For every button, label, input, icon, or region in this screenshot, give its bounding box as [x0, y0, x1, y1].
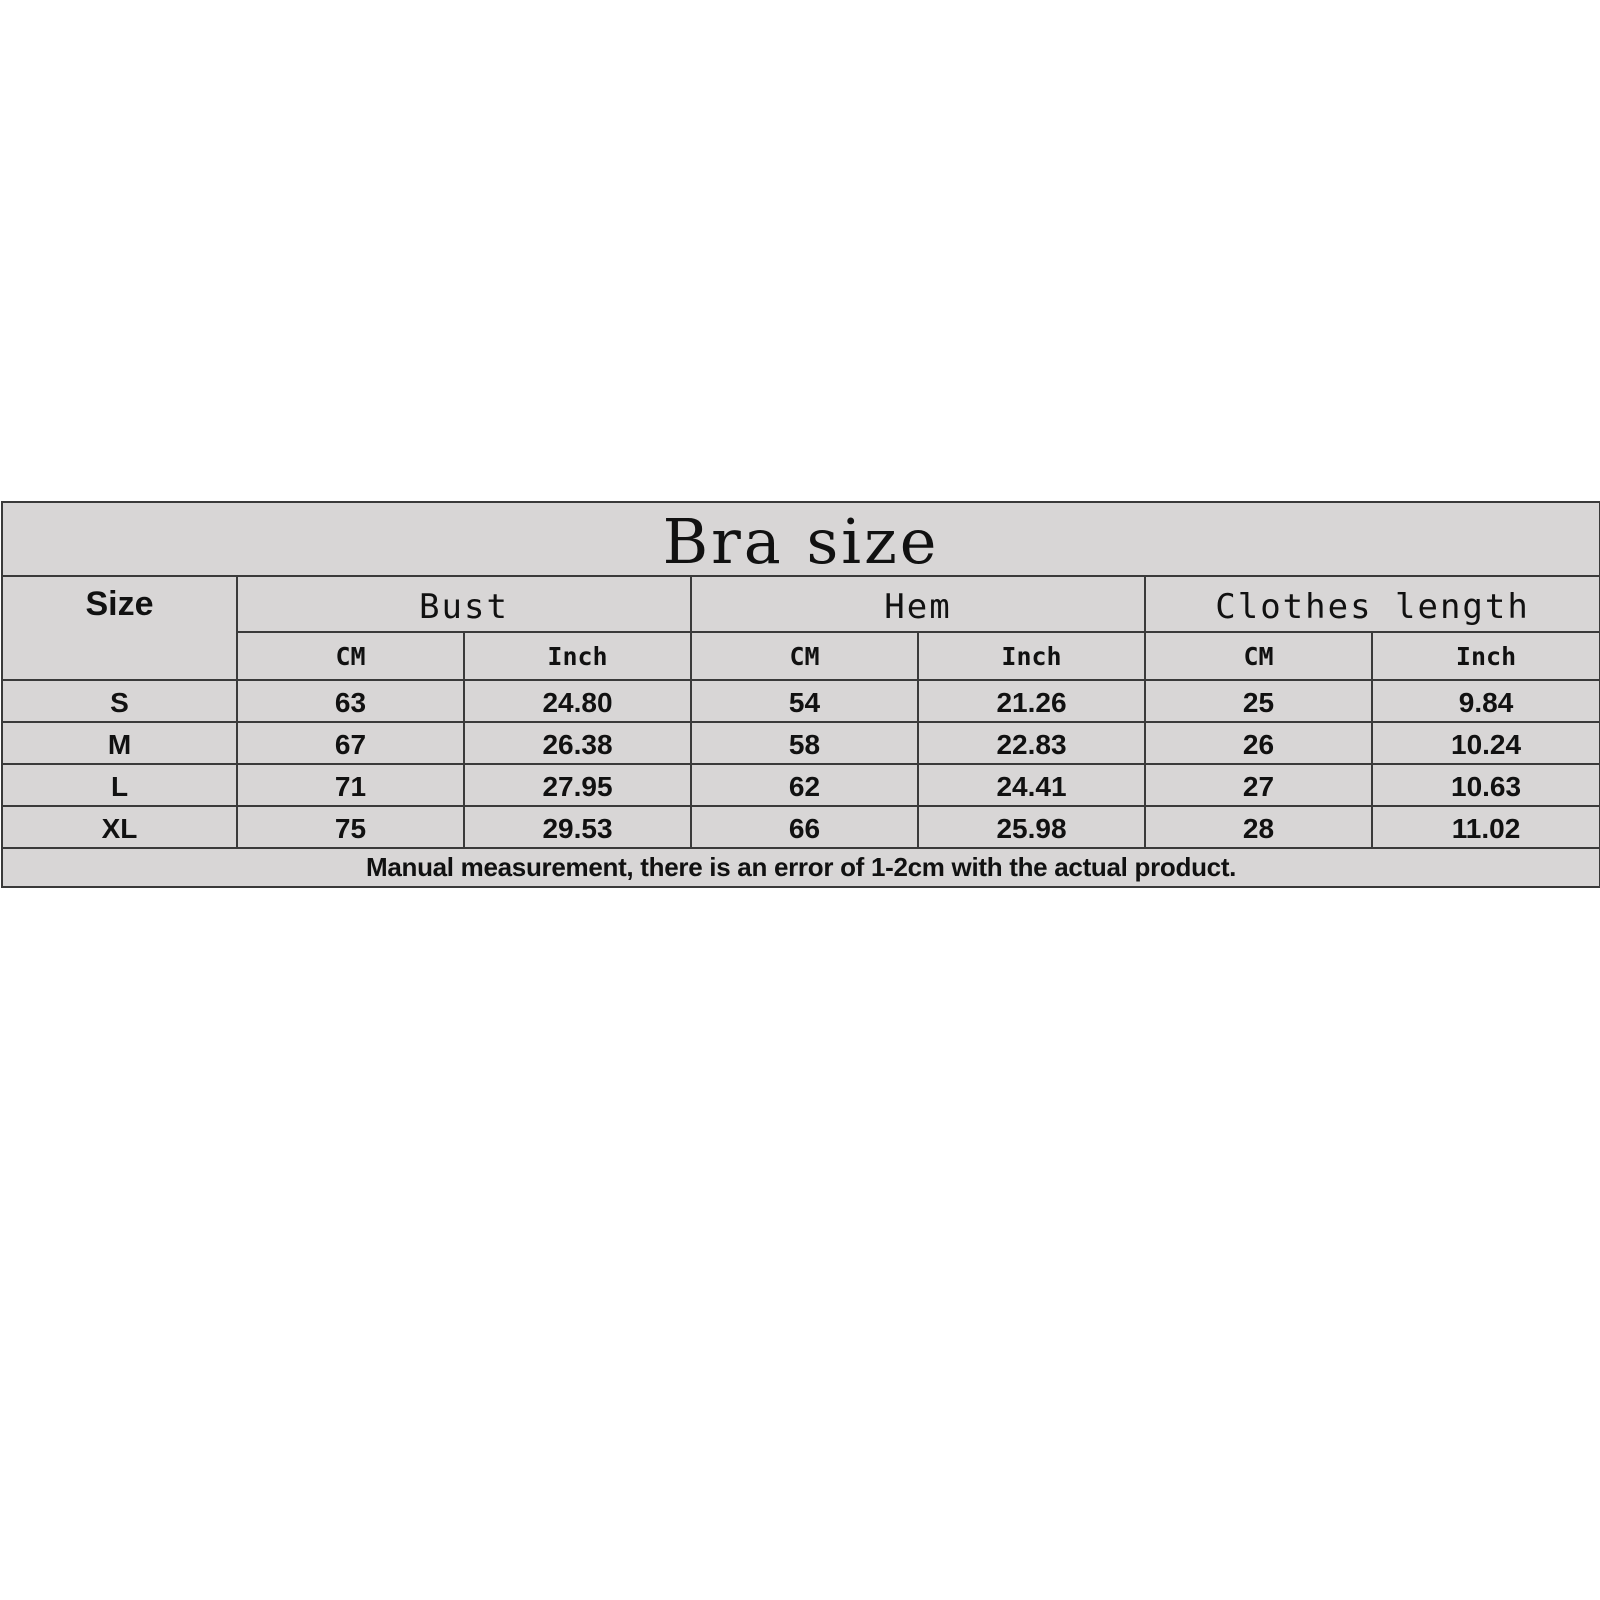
clothes-length-header: Clothes length [1145, 576, 1600, 632]
size-cell: M [2, 722, 237, 764]
hem-inch-cell: 21.26 [918, 680, 1145, 722]
chart-title: Bra size [2, 502, 1600, 576]
measurement-note: Manual measurement, there is an error of 1-2cm with the actual product. [2, 848, 1600, 887]
hem-cm-header: CM [691, 632, 918, 680]
table-row [2, 764, 1600, 806]
table-row [2, 806, 1600, 848]
length-inch-cell: 11.02 [1372, 806, 1600, 848]
table-row [2, 680, 1600, 722]
size-cell: S [2, 680, 237, 722]
group-header-row [2, 576, 1600, 632]
bust-cm-cell: 63 [237, 680, 464, 722]
size-cell: L [2, 764, 237, 806]
hem-inch-cell: 24.41 [918, 764, 1145, 806]
bust-inch-cell: 27.95 [464, 764, 691, 806]
note-row [2, 848, 1600, 887]
hem-cm-cell: 54 [691, 680, 918, 722]
size-cell: XL [2, 806, 237, 848]
hem-inch-cell: 25.98 [918, 806, 1145, 848]
bust-inch-cell: 26.38 [464, 722, 691, 764]
bust-inch-cell: 24.80 [464, 680, 691, 722]
bust-inch-cell: 29.53 [464, 806, 691, 848]
hem-inch-cell: 22.83 [918, 722, 1145, 764]
length-cm-cell: 28 [1145, 806, 1372, 848]
length-inch-cell: 9.84 [1372, 680, 1600, 722]
length-cm-cell: 25 [1145, 680, 1372, 722]
hem-cm-cell: 58 [691, 722, 918, 764]
unit-header-row [2, 632, 1600, 680]
length-inch-cell: 10.24 [1372, 722, 1600, 764]
bust-inch-header: Inch [464, 632, 691, 680]
size-chart-table [1, 501, 1600, 888]
length-inch-header: Inch [1372, 632, 1600, 680]
length-inch-cell: 10.63 [1372, 764, 1600, 806]
length-cm-cell: 26 [1145, 722, 1372, 764]
length-cm-header: CM [1145, 632, 1372, 680]
bust-cm-cell: 67 [237, 722, 464, 764]
hem-inch-header: Inch [918, 632, 1145, 680]
bust-cm-cell: 75 [237, 806, 464, 848]
hem-header: Hem [691, 576, 1145, 632]
size-column-header: Size [2, 576, 237, 680]
bust-header: Bust [237, 576, 691, 632]
length-cm-cell: 27 [1145, 764, 1372, 806]
table-row [2, 722, 1600, 764]
bust-cm-cell: 71 [237, 764, 464, 806]
title-row [2, 502, 1600, 576]
hem-cm-cell: 66 [691, 806, 918, 848]
hem-cm-cell: 62 [691, 764, 918, 806]
bust-cm-header: CM [237, 632, 464, 680]
